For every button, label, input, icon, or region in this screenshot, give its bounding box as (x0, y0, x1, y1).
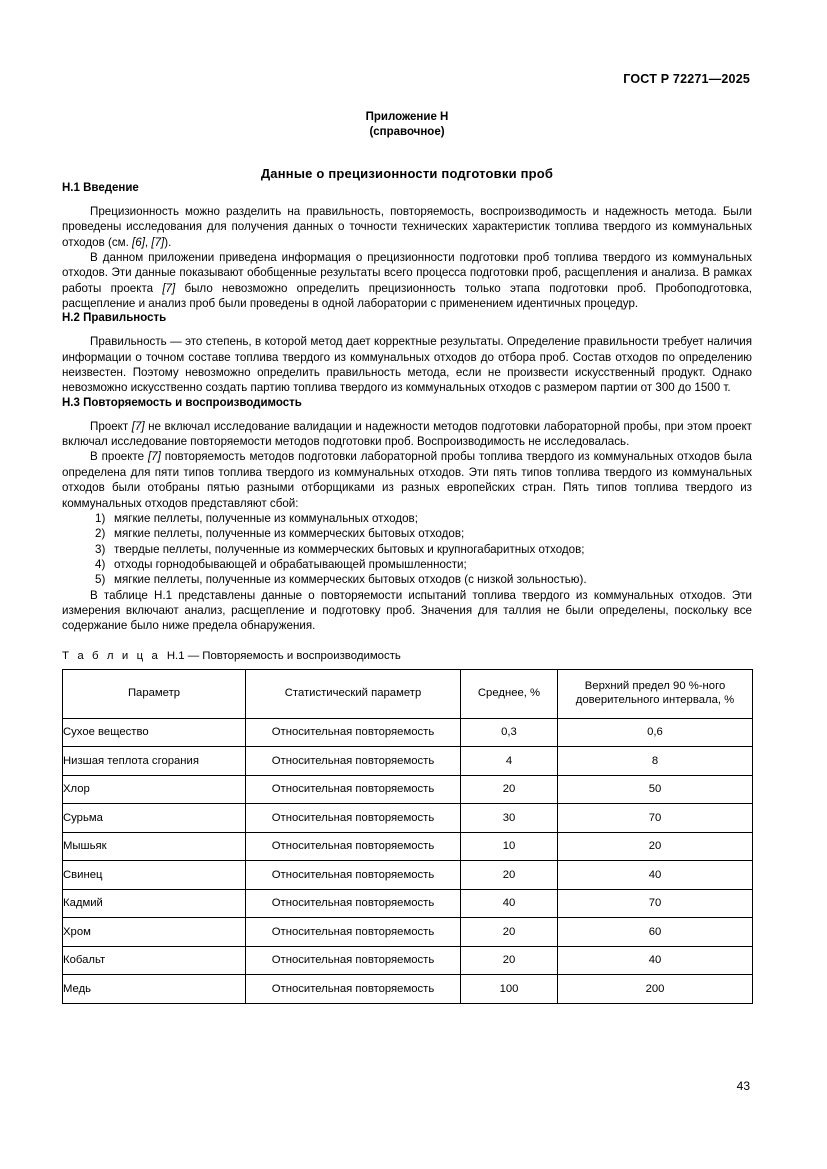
repeatability-table (62, 669, 753, 1004)
column-header-mean: Среднее, % (461, 669, 558, 718)
section-heading: Н.2 Правильность (62, 312, 167, 325)
cell-statistic: Относительная повторяемость (246, 861, 461, 890)
paragraph: Прецизионность можно разделить на правильность, повторяемость, воспроизводимость и надежность метода. Были проведены исследования для получения данных о точности технических характеристик топлива твердого из коммунальных отходов (см. [6], [7]). (62, 205, 752, 249)
annex-status: (справочное) (369, 126, 445, 138)
cell-parameter: Мышьяк (63, 832, 246, 861)
cell-parameter: Сурьма (63, 804, 246, 833)
table-header-row (63, 669, 753, 718)
list-item-marker: 3) (95, 542, 106, 556)
section-heading: Н.3 Повторяемость и воспроизводимость (62, 396, 302, 409)
reference-citation: [7] (151, 235, 165, 249)
cell-statistic: Относительная повторяемость (246, 832, 461, 861)
annex-title: Данные о прецизионности подготовки проб (260, 166, 554, 181)
table-caption-text: Н.1 — Повторяемость и воспроизводимость (166, 649, 401, 662)
cell-upper-limit: 40 (558, 946, 753, 975)
cell-mean: 30 (461, 804, 558, 833)
cell-mean: 4 (461, 747, 558, 776)
cell-mean: 40 (461, 889, 558, 918)
list-item-label: мягкие пеллеты, полученные из коммерческих бытовых отходов (с низкой зольностью). (114, 573, 587, 587)
cell-statistic: Относительная повторяемость (246, 946, 461, 975)
paragraph: Правильность — это степень, в которой метод дает корректные результаты. Определение правильности требует наличия информации о точном составе топлива твердого из коммунальных отходов до отбора проб. Состав отходов по определению неизвестен. Поэтому невозможно определить правильность метода, если не произвести искусственный продукт. Однако невозможно искусственно создать партию топлива твердого из коммунальных отходов с размером партии от 300 до 1500 т. (62, 335, 752, 395)
table-row (63, 946, 753, 975)
reference-citation: [7] (162, 281, 176, 295)
table-row (63, 804, 753, 833)
section-h3 (62, 396, 752, 511)
cell-statistic: Относительная повторяемость (246, 918, 461, 947)
list-item-label: мягкие пеллеты, полученные из коммунальных отходов; (114, 511, 418, 525)
waste-types-list (62, 511, 752, 588)
cell-parameter: Хлор (63, 775, 246, 804)
cell-statistic: Относительная повторяемость (246, 775, 461, 804)
cell-mean: 20 (461, 946, 558, 975)
page-content (62, 110, 752, 1004)
list-item-marker: 5) (95, 573, 106, 587)
table-caption (62, 650, 752, 662)
cell-mean: 20 (461, 775, 558, 804)
table-row (63, 832, 753, 861)
list-item-label: отходы горнодобывающей и обрабатывающей промышленности; (114, 557, 467, 571)
table-row (63, 861, 753, 890)
cell-upper-limit: 8 (558, 747, 753, 776)
cell-mean: 20 (461, 918, 558, 947)
list-item (62, 542, 752, 557)
reference-citation: [7] (147, 450, 161, 464)
cell-statistic: Относительная повторяемость (246, 975, 461, 1004)
cell-upper-limit: 70 (558, 804, 753, 833)
list-item (62, 511, 752, 526)
table-row (63, 775, 753, 804)
list-item-marker: 2) (95, 527, 106, 541)
table-row (63, 889, 753, 918)
reference-citation: [6] (132, 235, 145, 249)
paragraph-table-intro: В таблице Н.1 представлены данные о повторяемости испытаний топлива твердого из коммунальных отходов. Эти измерения включают анализ, расщепление и подготовку проб. Значения для таллия не были определены, поскольку все содержание было ниже предела обнаружения. (62, 588, 752, 633)
table-caption-word: Т а б л и ц а (62, 649, 161, 662)
list-item (62, 572, 752, 587)
cell-upper-limit: 200 (558, 975, 753, 1004)
cell-parameter: Сухое вещество (63, 718, 246, 747)
cell-parameter: Низшая теплота сгорания (63, 747, 246, 776)
paragraph: В данном приложении приведена информация о прецизионности подготовки проб топлива твердого из коммунальных отходов. Эти данные показывают обобщенные результаты всего процесса подготовки проб, расщепления и анализа. В рамках работы проекта [7] было невозможно определить прецизионность только этапа подготовки проб. Пробоподготовка, расщепление и анализ проб были проведены в одной лаборатории с применением идентичных процедур. (62, 251, 752, 311)
annex-label: Приложение Н (365, 111, 449, 123)
paragraph: Проект [7] не включал исследование валидации и надежности методов подготовки лабораторной пробы, при этом проект включал исследование повторяемости методов подготовки проб. Воспроизводимость не исследовалась. (62, 419, 752, 449)
cell-parameter: Хром (63, 918, 246, 947)
paragraph: В проекте [7] повторяемость методов подготовки лабораторной пробы топлива твердого из коммунальных отходов была определена для пяти типов топлива твердого из коммунальных отходов. Эти пять типов топлива твердого из коммунальных отходов были отобраны пятью разными отборщиками из разных европейских стран. Пять типов топлива твердого из коммунальных отходов представляют сбой: (62, 450, 752, 510)
running-header-standard-number: ГОСТ Р 72271—2025 (623, 72, 750, 86)
cell-upper-limit: 20 (558, 832, 753, 861)
cell-upper-limit: 50 (558, 775, 753, 804)
list-item-label: твердые пеллеты, полученные из коммерческих бытовых и крупногабаритных отходов; (114, 542, 585, 556)
cell-upper-limit: 0,6 (558, 718, 753, 747)
table-body (63, 718, 753, 1003)
column-header-statistic: Статистический параметр (246, 669, 461, 718)
cell-mean: 20 (461, 861, 558, 890)
cell-mean: 10 (461, 832, 558, 861)
table-header (63, 669, 753, 718)
table-row (63, 747, 753, 776)
cell-mean: 0,3 (461, 718, 558, 747)
reference-citation: [7] (131, 419, 145, 433)
cell-statistic: Относительная повторяемость (246, 804, 461, 833)
cell-upper-limit: 40 (558, 861, 753, 890)
cell-parameter: Кадмий (63, 889, 246, 918)
table-row (63, 975, 753, 1004)
column-header-upper-limit: Верхний предел 90 %-ного доверительного интервала, % (558, 669, 753, 718)
cell-statistic: Относительная повторяемость (246, 889, 461, 918)
cell-parameter: Свинец (63, 861, 246, 890)
column-header-parameter: Параметр (63, 669, 246, 718)
table-row (63, 918, 753, 947)
cell-parameter: Кобальт (63, 946, 246, 975)
list-item-label: мягкие пеллеты, полученные из коммерческих бытовых отходов; (114, 527, 465, 541)
section-h2 (62, 311, 752, 395)
list-item (62, 526, 752, 541)
list-item (62, 557, 752, 572)
list-item-marker: 4) (95, 557, 106, 571)
list-item-marker: 1) (95, 511, 106, 525)
cell-statistic: Относительная повторяемость (246, 747, 461, 776)
cell-parameter: Медь (63, 975, 246, 1004)
cell-upper-limit: 70 (558, 889, 753, 918)
section-h1 (62, 181, 752, 311)
cell-upper-limit: 60 (558, 918, 753, 947)
cell-mean: 100 (461, 975, 558, 1004)
table-row (63, 718, 753, 747)
cell-statistic: Относительная повторяемость (246, 718, 461, 747)
page-number: 43 (736, 1079, 750, 1093)
section-heading: Н.1 Введение (62, 182, 139, 194)
